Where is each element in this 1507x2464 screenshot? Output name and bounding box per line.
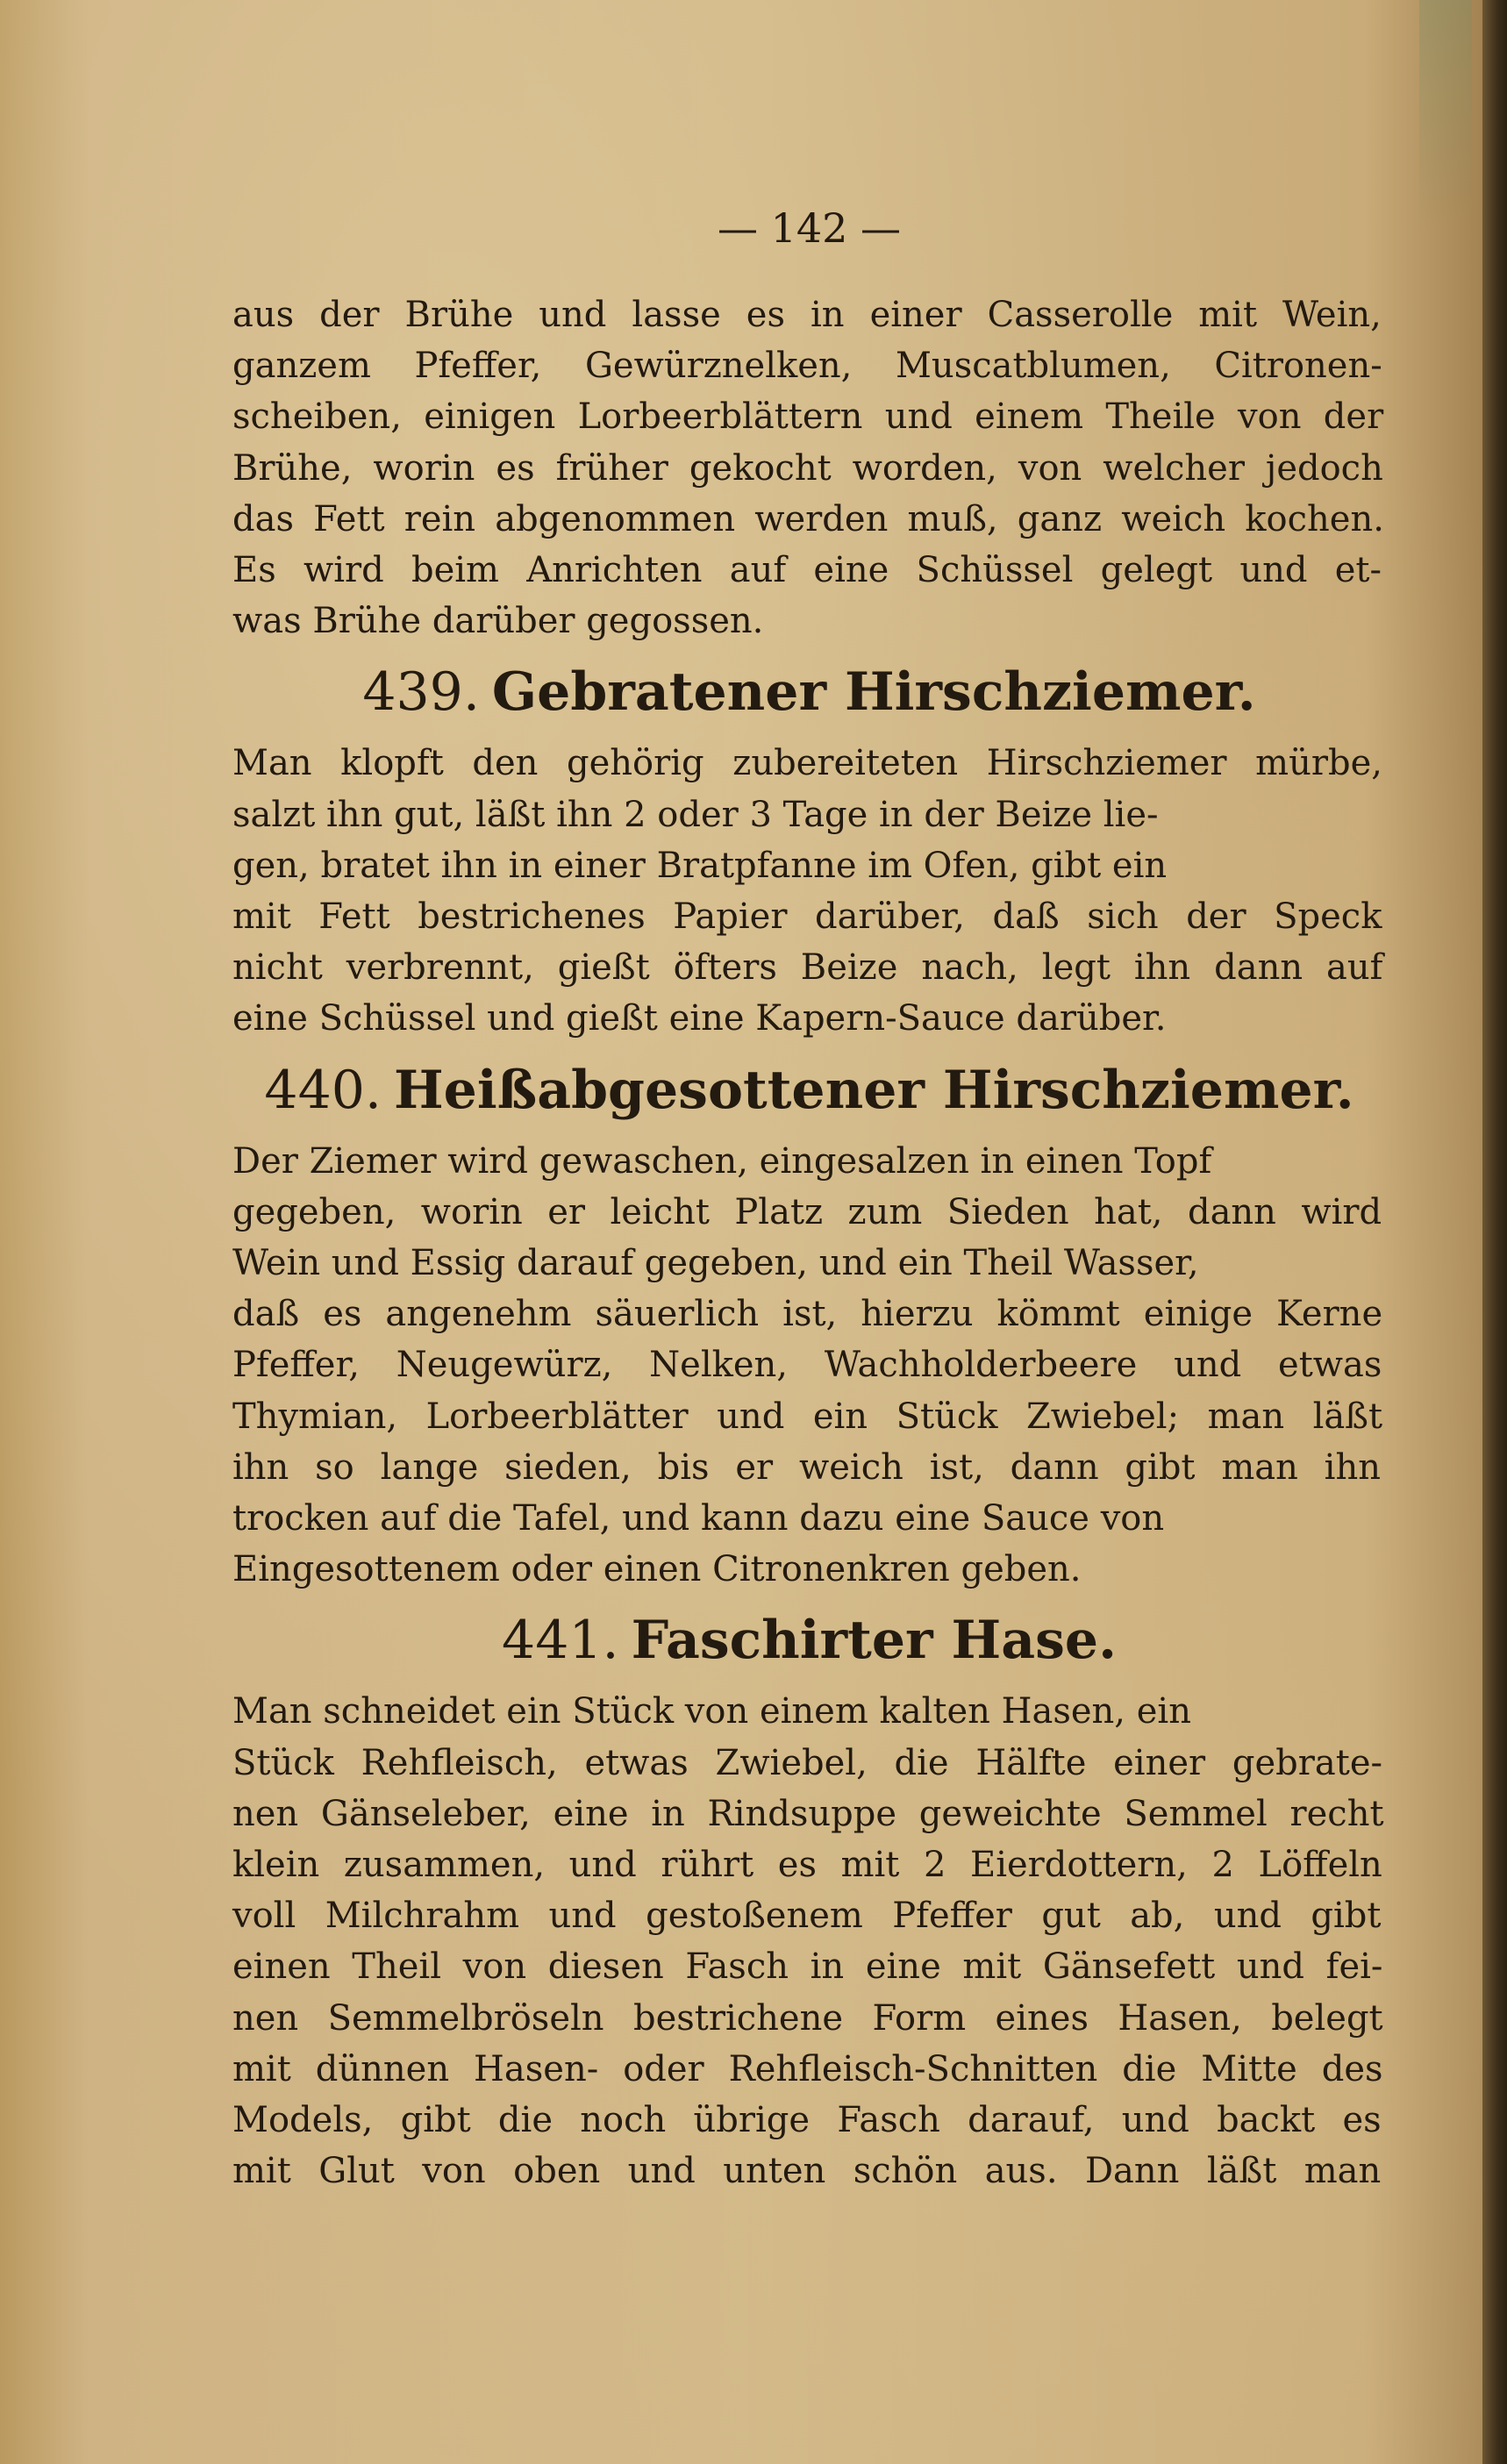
text-line: Models, gibt die noch übrige Fasch darauf, und backt es	[232, 2100, 1382, 2141]
text-line: Es wird beim Anrichten auf eine Schüssel gelegt und et-	[232, 550, 1382, 591]
text-line: mit Fett bestrichenes Papier darüber, daß sich der Speck	[232, 896, 1382, 938]
text-line: gen, bratet ihn in einer Bratpfanne im Ofen, gibt ein	[232, 845, 1168, 886]
text-line: Stück Rehfleisch, etwas Zwiebel, die Hälfte einer gebrate-	[232, 1742, 1383, 1783]
recipe-heading-439	[232, 653, 1386, 731]
text-line: Thymian, Lorbeerblätter und ein Stück Zwiebel; man läßt	[232, 1396, 1383, 1437]
text-line: Eingesottenem oder einen Citronenkren geben.	[232, 1549, 1082, 1590]
text-line: Der Ziemer wird gewaschen, eingesalzen in einen Topf	[232, 1140, 1212, 1182]
text-line: scheiben, einigen Lorbeerblättern und einem Theile von der	[232, 396, 1384, 438]
recipe-body-439	[232, 738, 1386, 1044]
recipe-title: Heißabgesottener Hirschziemer.	[393, 1059, 1354, 1121]
continuation-paragraph	[232, 289, 1386, 646]
recipe-title: Gebratener Hirschziemer.	[491, 661, 1256, 724]
text-line: salzt ihn gut, läßt ihn 2 oder 3 Tage in der Beize lie-	[232, 794, 1159, 835]
text-line: Wein und Essig darauf gegeben, und ein Theil Wasser,	[232, 1243, 1199, 1284]
recipe-number: 439.	[362, 661, 480, 724]
text-line: mit dünnen Hasen- oder Rehfleisch-Schnitten die Mitte des	[232, 2048, 1383, 2089]
recipe-body-441	[232, 1686, 1386, 2196]
text-line: voll Milchrahm und gestoßenem Pfeffer gut ab, und gibt	[232, 1896, 1382, 1937]
text-line: ihn so lange sieden, bis er weich ist, dann gibt man ihn	[232, 1446, 1382, 1488]
book-spine	[1482, 0, 1507, 2464]
recipe-heading-440	[232, 1052, 1386, 1129]
text-line: nen Semmelbröseln bestrichene Form eines Hasen, belegt	[232, 1997, 1383, 2039]
text-line: einen Theil von diesen Fasch in eine mit Gänsefett und fei-	[232, 1946, 1383, 1988]
text-line: was Brühe darüber gegossen.	[232, 601, 764, 642]
recipe-number: 441.	[502, 1610, 619, 1672]
recipe-heading-441	[232, 1602, 1386, 1679]
text-line: das Fett rein abgenommen werden muß, ganz weich kochen.	[232, 498, 1384, 539]
text-line: daß es angenehm säuerlich ist, hierzu kömmt einige Kerne	[232, 1294, 1383, 1335]
paper-stain	[1419, 0, 1472, 228]
text-line: ganzem Pfeffer, Gewürznelken, Muscatblumen, Citronen-	[232, 346, 1382, 387]
recipe-body-440	[232, 1136, 1386, 1596]
text-line: nen Gänseleber, eine in Rindsuppe geweichte Semmel recht	[232, 1793, 1384, 1834]
recipe-number: 440.	[264, 1059, 382, 1121]
text-line: klein zusammen, und rührt es mit 2 Eierdottern, 2 Löffeln	[232, 1845, 1382, 1886]
text-line: trocken auf die Tafel, und kann dazu eine Sauce von	[232, 1498, 1165, 1539]
text-line: Brühe, worin es früher gekocht worden, von welcher jedoch	[232, 447, 1383, 489]
text-line: mit Glut von oben und unten schön aus. Dann läßt man	[232, 2151, 1382, 2192]
text-line: aus der Brühe und lasse es in einer Casserolle mit Wein,	[232, 295, 1382, 335]
text-line: Man klopft den gehörig zubereiteten Hirschziemer mürbe,	[232, 743, 1382, 784]
page-content	[232, 202, 1386, 2197]
text-line: nicht verbrennt, gießt öfters Beize nach, legt ihn dann auf	[232, 947, 1383, 989]
text-line: Pfeffer, Neugewürz, Nelken, Wachholderbeere und etwas	[232, 1345, 1382, 1386]
recipe-title: Faschirter Hase.	[631, 1610, 1117, 1672]
page-number: — 142 —	[717, 204, 902, 252]
text-line: eine Schüssel und gießt eine Kapern-Sauce darüber.	[232, 998, 1167, 1039]
text-line: gegeben, worin er leicht Platz zum Sieden hat, dann wird	[232, 1191, 1382, 1232]
text-line: Man schneidet ein Stück von einem kalten Hasen, ein	[232, 1691, 1191, 1732]
